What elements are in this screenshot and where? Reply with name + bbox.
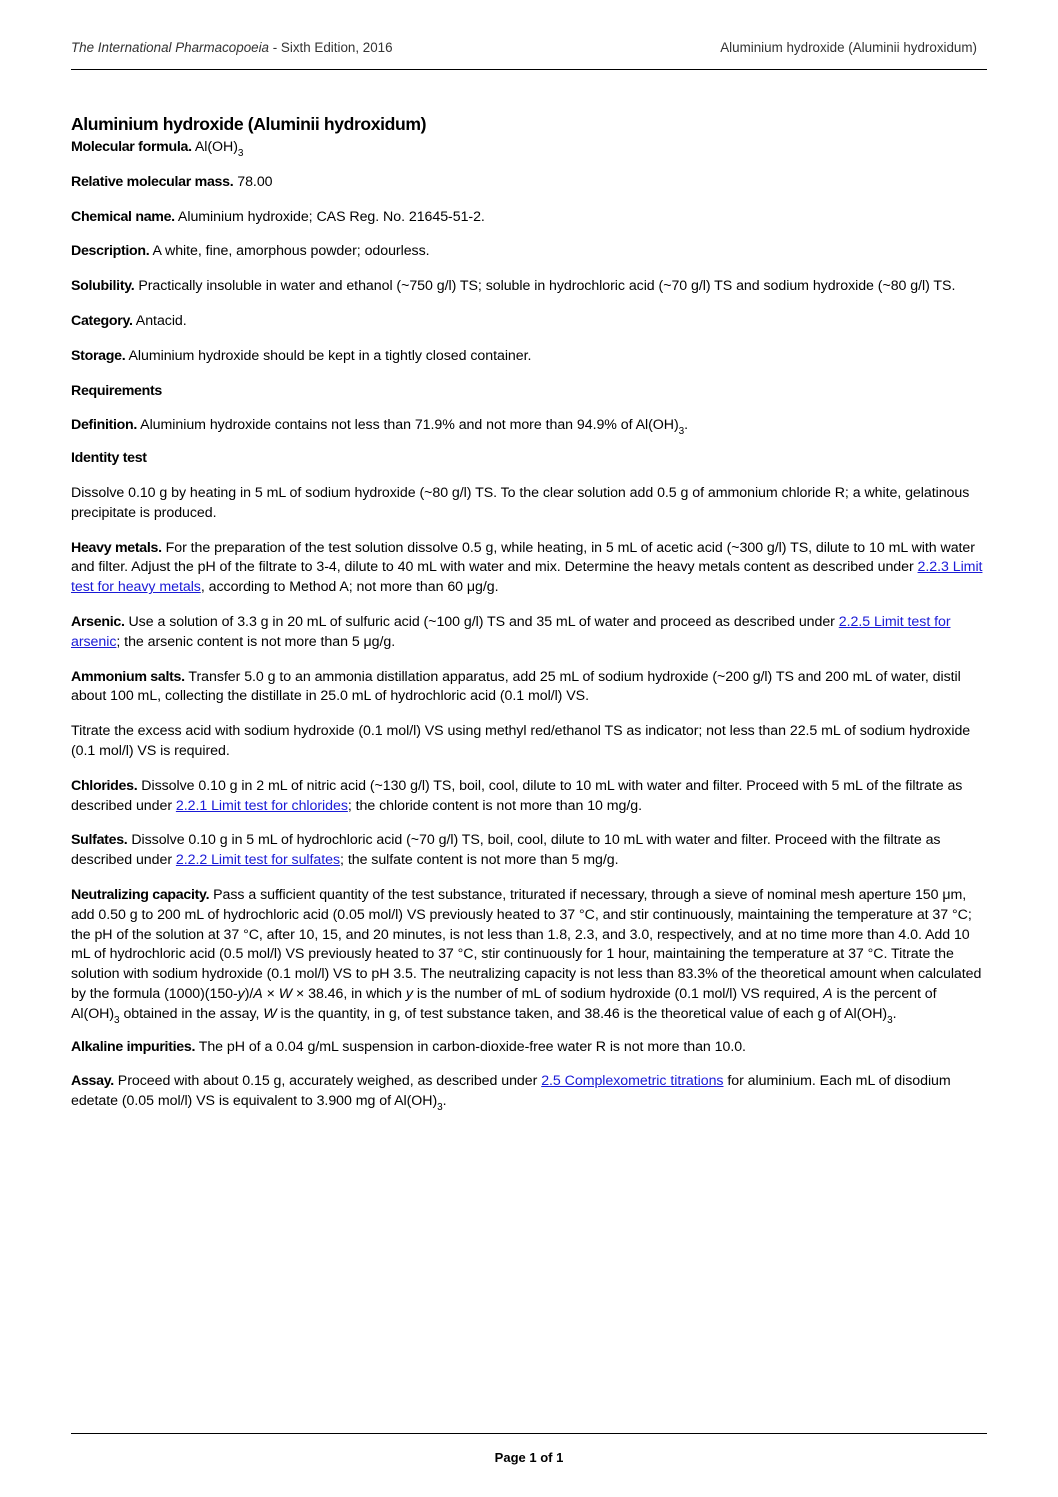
category-label: Category. [71, 312, 133, 329]
assay-link[interactable]: 2.5 Complexometric titrations [541, 1073, 724, 1090]
identity-heading-text: Identity test [71, 450, 147, 467]
storage-label: Storage. [71, 347, 126, 364]
chlorides-link[interactable]: 2.2.1 Limit test for chlorides [175, 797, 348, 814]
chemical-name-label: Chemical name. [71, 208, 175, 225]
definition-text: Aluminium hydroxide contains not less than 71.9% and not more than 94.9% of Al(OH) [137, 417, 679, 434]
sulfates-text-2: ; the sulfate content is not more than 5 mg/g. [340, 852, 619, 869]
header-monograph: Aluminium hydroxide (Aluminii hydroxidum) [720, 40, 977, 55]
page-header [71, 38, 987, 68]
assay-label: Assay. [71, 1073, 114, 1090]
heavy-metals-text-2: , according to Method A; not more than 60 μg/g. [200, 579, 499, 596]
nc-var-y: y [237, 985, 245, 1002]
definition-end: . [684, 417, 689, 434]
nc-text-8: is the quantity, in g, of test substance taken, and 38.46 is the theoretical value of each g of Al(OH) [276, 1005, 888, 1022]
nc-var-w-2: W [263, 1005, 277, 1022]
molecular-formula-text: Al(OH) [191, 139, 238, 155]
alkaline-impurities [71, 1038, 983, 1058]
neutralizing-capacity-label: Neutralizing capacity. [71, 886, 210, 903]
nc-text-4: × 38.46, in which [292, 985, 406, 1002]
chlorides-label: Chlorides. [71, 777, 138, 794]
category-text: Antacid. [132, 312, 187, 329]
nc-text-5: is the number of mL of sodium hydroxide (0.1 mol/l) VS required, [412, 985, 824, 1002]
chlorides [71, 777, 983, 817]
nc-var-w: W [278, 985, 293, 1002]
molecular-formula [71, 138, 983, 158]
header-divider [71, 69, 987, 70]
solubility-label: Solubility. [71, 278, 135, 295]
chlorides-text-2: ; the chloride content is not more than 10 mg/g. [347, 797, 643, 814]
definition-sub: 3 [678, 426, 685, 438]
nc-text-9: . [892, 1005, 897, 1022]
alkaline-impurities-text: The pH of a 0.04 g/mL suspension in carbon-dioxide-free water R is not more than 10.0. [195, 1038, 746, 1055]
definition [71, 416, 983, 436]
header-edition: - Sixth Edition, 2016 [269, 40, 393, 55]
rmm-text: 78.00 [233, 173, 273, 190]
identity-test: Dissolve 0.10 g by heating in 5 mL of sodium hydroxide (~80 g/l) TS. To the clear solution add 0.5 g of ammonium chloride R; a white, gelatinous precipitate is produced. [71, 484, 970, 521]
definition-label: Definition. [71, 417, 138, 434]
nc-text-3: × [262, 985, 279, 1002]
solubility [71, 277, 983, 297]
assay-text-2: for aluminium. Each mL of disodium edetate (0.05 mol/l) VS is equivalent to 3.900 mg of Al(OH) [71, 1073, 951, 1110]
footer-divider [71, 1433, 987, 1434]
page-title: Aluminium hydroxide (Aluminii hydroxidum) [71, 114, 427, 134]
requirements-heading [71, 382, 983, 402]
description [71, 242, 983, 262]
nc-var-a: A [253, 985, 263, 1002]
header-publication-title: The International Pharmacopoeia [71, 40, 270, 55]
assay-text-1: Proceed with about 0.15 g, accurately weighed, as described under [113, 1073, 542, 1090]
heavy-metals-label: Heavy metals. [71, 539, 162, 556]
storage-text: Aluminium hydroxide should be kept in a tightly closed container. [125, 347, 532, 364]
nc-var-y-2: y [405, 985, 413, 1002]
molecular-formula-sub: 3 [237, 148, 244, 159]
nc-text-1: Pass a sufficient quantity of the test substance, triturated if necessary, through a sieve of nominal mesh aperture 150 μm, add 0.50 g to 200 mL of hydrochloric acid (0.05 mol/l) VS previously heated to 37 °C, and stir continuously, maintaining the temperature at 37 °C; the pH of the solution at 37 °C, after 10, 15, and 20 minutes, is not less than 1.8, 2.3, and 3.0, respectively, and at no time more than 4.0. Add 10 mL of hydrochloric acid (0.5 mol/l) VS previously heated to 37 °C, stir continuously for 1 hour, maintaining the temperature at 37 °C. Titrate the solution with sodium hydroxide (0.1 mol/l) VS to pH 3.5. The neutralizing capacity is not less than 83.3% of the theoretical amount when calculated by the formula (1000)(150- [71, 886, 982, 1002]
molecular-formula-label: Molecular formula. [71, 139, 192, 155]
ammonium-salts-titration: Titrate the excess acid with sodium hydroxide (0.1 mol/l) VS using methyl red/ethanol TS as indicator; not less than 22.5 mL of sodium hydroxide (0.1 mol/l) VS is required. [71, 723, 971, 759]
arsenic-link[interactable]: 2.2.5 Limit test for arsenic [71, 613, 951, 650]
arsenic-text-1: Use a solution of 3.3 g in 20 mL of sulfuric acid (~100 g/l) TS and 35 mL of water and proceed as described under [124, 613, 839, 630]
page-number: Page 1 of 1 [494, 1450, 564, 1465]
ammonium-salts-label: Ammonium salts. [71, 668, 185, 685]
sulfates-text-1: Dissolve 0.10 g in 5 mL of hydrochloric acid (~70 g/l) TS, boil, cool, dilute to 10 mL with water and filter. Proceed with the filtrate as described under [71, 832, 941, 869]
nc-sub-2: 3 [887, 1014, 893, 1026]
relative-molecular-mass [71, 173, 983, 193]
chlorides-text-1: Dissolve 0.10 g in 2 mL of nitric acid (~130 g/l) TS, boil, cool, dilute to 10 mL with water and filter. Proceed with 5 mL of the filtrate as described under [71, 777, 963, 814]
arsenic-text-2: ; the arsenic content is not more than 5 μg/g. [116, 633, 396, 650]
alkaline-impurities-label: Alkaline impurities. [71, 1038, 196, 1055]
ammonium-salts [71, 668, 983, 708]
arsenic-label: Arsenic. [71, 613, 125, 630]
monograph-body [71, 113, 983, 1127]
sulfates-label: Sulfates. [71, 832, 128, 849]
assay [71, 1072, 983, 1112]
nc-text-2: )/ [244, 985, 254, 1002]
description-text: A white, fine, amorphous powder; odourless. [149, 243, 430, 260]
nc-var-a-2: A [823, 985, 833, 1002]
category [71, 312, 983, 332]
heavy-metals-link[interactable]: 2.2.3 Limit test for heavy metals [71, 559, 983, 596]
description-label: Description. [71, 243, 150, 260]
sulfates-link[interactable]: 2.2.2 Limit test for sulfates [175, 852, 341, 869]
sulfates [71, 831, 983, 871]
nc-text-6: is the percent of Al(OH) [71, 985, 937, 1022]
identity-heading [71, 449, 983, 469]
chemical-name-text: Aluminium hydroxide; CAS Reg. No. 21645-51-2. [174, 208, 485, 225]
solubility-text: Practically insoluble in water and ethanol (~750 g/l) TS; soluble in hydrochloric acid (~70 g/l) TS and sodium hydroxide (~80 g/l) TS. [134, 278, 956, 295]
arsenic [71, 613, 983, 653]
assay-end: . [442, 1093, 447, 1110]
heavy-metals-text-1: For the preparation of the test solution dissolve 0.5 g, while heating, in 5 mL of acetic acid (~300 g/l) TS, dilute to 10 mL with water and filter. Adjust the pH of the filtrate to 3-4, dilute to 40 mL with water and mix. Determine the heavy metals content as described under [71, 539, 975, 576]
nc-text-7: obtained in the assay, [119, 1005, 264, 1022]
ammonium-salts-text: Transfer 5.0 g to an ammonia distillation apparatus, add 25 mL of sodium hydroxide (~200 g/l) TS and 200 mL of water, distil about 100 mL, collecting the distillate in 25.0 mL of hydrochloric acid (0.1 mol/l) VS. [71, 668, 961, 705]
heavy-metals [71, 539, 983, 598]
rmm-label: Relative molecular mass. [71, 173, 234, 190]
requirements-heading-text: Requirements [71, 382, 163, 399]
nc-sub-1: 3 [114, 1014, 120, 1026]
assay-sub: 3 [437, 1102, 443, 1114]
chemical-name [71, 208, 983, 228]
neutralizing-capacity [71, 886, 983, 1025]
header-publication [71, 40, 393, 55]
storage [71, 347, 983, 367]
